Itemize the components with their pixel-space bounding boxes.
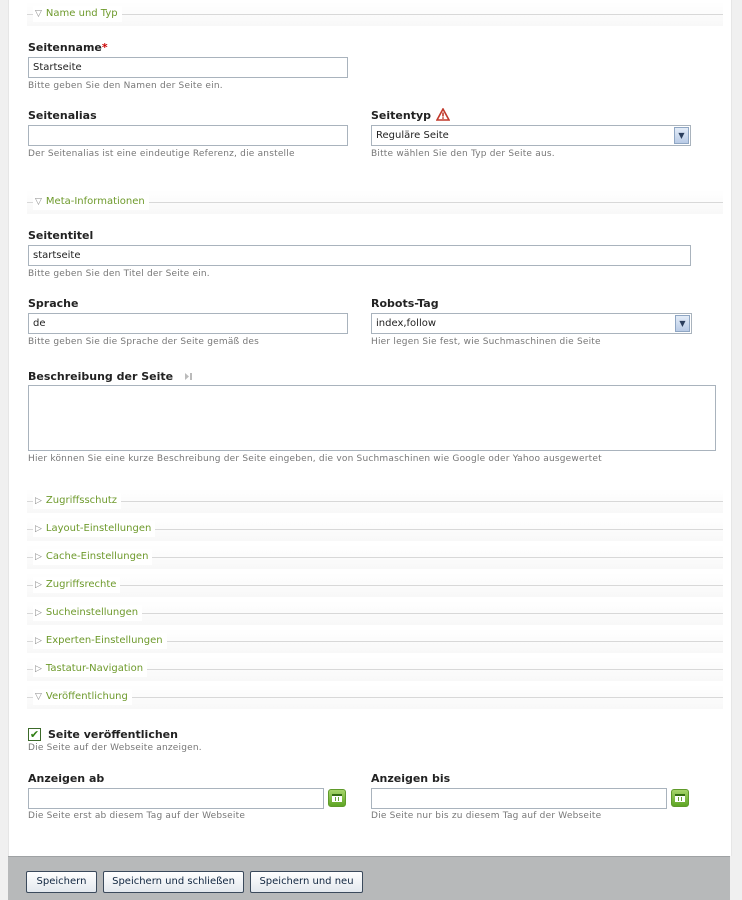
calendar-grid — [332, 794, 342, 802]
section-legend[interactable]: ▷ Experten-Einstellungen — [33, 633, 167, 649]
section-legend[interactable]: ▽ Veröffentlichung — [33, 689, 132, 705]
triangle-down-icon: ▽ — [35, 9, 42, 19]
warning-icon[interactable] — [436, 108, 450, 121]
anzeigen-ab-input[interactable] — [28, 788, 324, 809]
triangle-down-icon: ▽ — [35, 692, 42, 702]
section-zugriffsrechte[interactable] — [27, 573, 723, 597]
beschreibung-textarea[interactable] — [28, 385, 716, 451]
section-legend[interactable]: ▷ Sucheinstellungen — [33, 605, 142, 621]
section-zugriffsschutz[interactable] — [27, 489, 723, 513]
form-footer-toolbar — [8, 856, 730, 900]
robots-label: Robots-Tag — [371, 297, 439, 310]
section-meta-informationen[interactable] — [27, 190, 723, 214]
triangle-right-icon: ▷ — [35, 664, 42, 674]
section-divider — [27, 585, 723, 586]
section-name-und-typ[interactable] — [27, 2, 723, 26]
seitenalias-label: Seitenalias — [28, 109, 97, 122]
robots-help: Hier legen Sie fest, wie Suchmaschinen die Seite — [371, 337, 601, 347]
anzeigen-ab-help: Die Seite erst ab diesem Tag auf der Webseite — [28, 811, 246, 821]
robots-select[interactable]: index,follow ▼ — [371, 313, 692, 334]
publish-label: Seite veröffentlichen — [48, 728, 178, 741]
edit-form-panel — [8, 0, 732, 856]
publish-checkbox[interactable] — [28, 728, 41, 741]
section-tastatur-navigation[interactable] — [27, 657, 723, 681]
section-legend[interactable]: ▽ Meta-Informationen — [33, 194, 149, 210]
required-mark: * — [101, 41, 108, 54]
section-cache-einstellungen[interactable] — [27, 545, 723, 569]
anzeigen-bis-input[interactable] — [371, 788, 667, 809]
seitenalias-input[interactable] — [28, 125, 348, 146]
sprache-label: Sprache — [28, 297, 79, 310]
triangle-right-icon: ▷ — [35, 580, 42, 590]
save-and-new-button[interactable]: Speichern und neu — [250, 871, 363, 893]
checkmark-icon: ✔ — [29, 728, 40, 741]
section-experten-einstellungen[interactable] — [27, 629, 723, 653]
seitenname-label: Seitenname* — [28, 41, 108, 54]
calendar-icon[interactable] — [328, 789, 346, 807]
save-button[interactable]: Speichern — [26, 871, 97, 893]
triangle-right-icon: ▷ — [35, 636, 42, 646]
section-legend[interactable]: ▷ Zugriffsrechte — [33, 577, 120, 593]
chevron-down-icon[interactable]: ▼ — [674, 127, 689, 144]
triangle-right-icon: ▷ — [35, 552, 42, 562]
triangle-right-icon: ▷ — [35, 496, 42, 506]
beschreibung-label: Beschreibung der Seite — [28, 370, 174, 383]
section-divider — [27, 501, 723, 502]
calendar-icon[interactable] — [671, 789, 689, 807]
section-legend[interactable]: ▷ Cache-Einstellungen — [33, 549, 152, 565]
seitentyp-help: Bitte wählen Sie den Typ der Seite aus. — [371, 149, 555, 159]
calendar-grid — [675, 794, 685, 802]
save-and-close-button[interactable]: Speichern und schließen — [103, 871, 244, 893]
sprache-input[interactable] — [28, 313, 348, 334]
seitenalias-help: Der Seitenalias ist eine eindeutige Referenz, die anstelle — [28, 149, 295, 159]
anzeigen-ab-label: Anzeigen ab — [28, 772, 105, 785]
seitentyp-select[interactable]: Reguläre Seite ▼ — [371, 125, 691, 146]
seitenname-help: Bitte geben Sie den Namen der Seite ein. — [28, 81, 223, 91]
chevron-down-icon[interactable]: ▼ — [675, 315, 690, 332]
sprache-help: Bitte geben Sie die Sprache der Seite gemäß des — [28, 337, 259, 347]
section-legend[interactable]: ▽ Name und Typ — [33, 6, 122, 22]
media-icon[interactable] — [184, 372, 193, 381]
seitentitel-help: Bitte geben Sie den Titel der Seite ein. — [28, 269, 210, 279]
anzeigen-bis-help: Die Seite nur bis zu diesem Tag auf der Webseite — [371, 811, 602, 821]
section-legend[interactable]: ▷ Layout-Einstellungen — [33, 521, 155, 537]
seitentyp-label: Seitentyp — [371, 109, 432, 122]
triangle-right-icon: ▷ — [35, 524, 42, 534]
section-veroeffentlichung[interactable] — [27, 685, 723, 709]
section-layout-einstellungen[interactable] — [27, 517, 723, 541]
seitentitel-input[interactable] — [28, 245, 691, 266]
triangle-right-icon: ▷ — [35, 608, 42, 618]
seitenname-input[interactable] — [28, 57, 348, 78]
beschreibung-help: Hier können Sie eine kurze Beschreibung der Seite eingeben, die von Suchmaschinen wie Google oder Yahoo ausgewertet — [28, 454, 602, 464]
anzeigen-bis-label: Anzeigen bis — [371, 772, 451, 785]
seitentitel-label: Seitentitel — [28, 229, 94, 242]
section-sucheinstellungen[interactable] — [27, 601, 723, 625]
section-divider — [27, 14, 723, 15]
publish-help: Die Seite auf der Webseite anzeigen. — [28, 743, 202, 753]
triangle-down-icon: ▽ — [35, 197, 42, 207]
section-legend[interactable]: ▷ Tastatur-Navigation — [33, 661, 147, 677]
section-legend[interactable]: ▷ Zugriffsschutz — [33, 493, 121, 509]
